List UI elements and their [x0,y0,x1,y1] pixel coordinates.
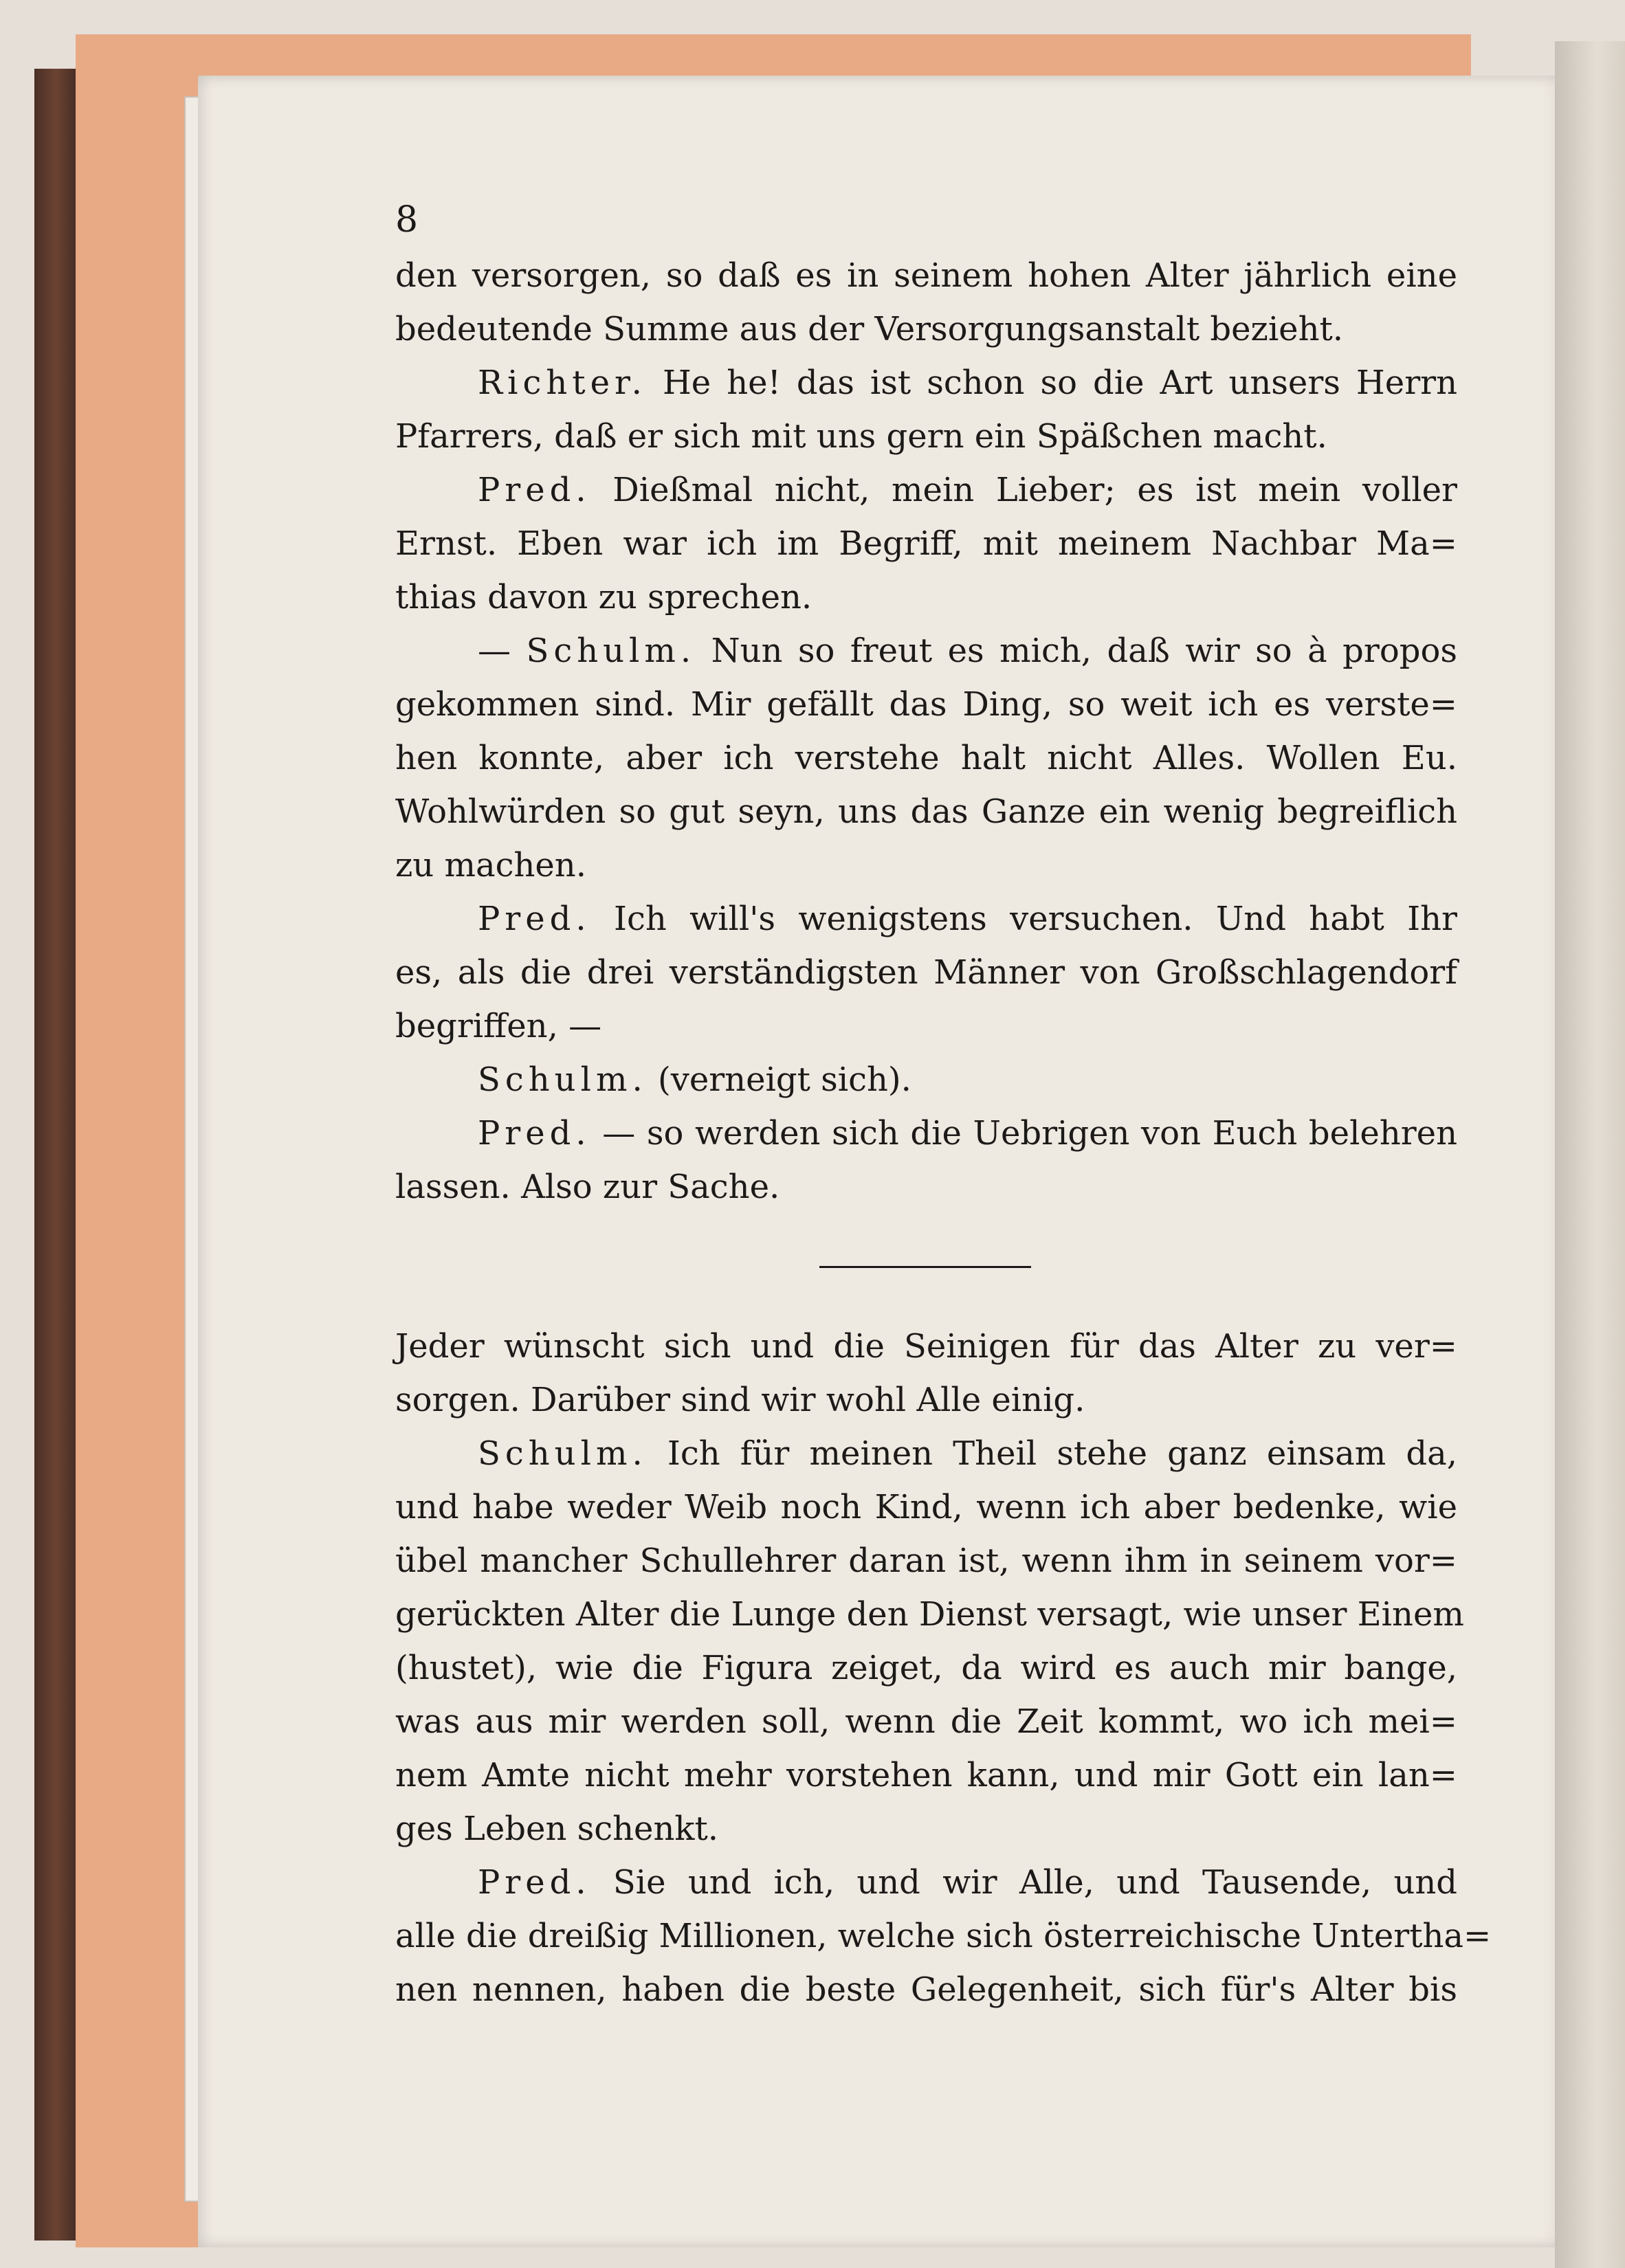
text-run: zu machen. [395,846,586,885]
text-line [395,999,1457,1053]
speaker-label: Pred. [478,471,591,509]
text-run: thias davon zu sprechen. [395,578,812,616]
text-run: nem Amte nicht mehr vorstehen kann, und mir Gott ein lan= [395,1756,1457,1794]
text-run: Jeder wünscht sich und die Seinigen für das Alter zu ver= [395,1327,1457,1366]
text-line [395,570,1457,624]
text-line [395,410,1457,463]
text-line [395,785,1457,838]
text-line [395,1480,1457,1534]
speaker-label: Pred. [478,900,591,938]
text-run: Ernst. Eben war ich im Begriff, mit meinem Nachbar Ma= [395,524,1457,563]
text-run: lassen. Also zur Sache. [395,1168,780,1206]
text-line [395,1320,1457,1373]
page-number: 8 [395,199,419,241]
text-run: gekommen sind. Mir gefällt das Ding, so weit ich es verste= [395,685,1457,724]
text-run: — so werden sich die Uebrigen von Euch belehren [590,1114,1457,1153]
text-run: und habe weder Weib noch Kind, wenn ich aber bedenke, wie [395,1488,1457,1526]
text-run: hen konnte, aber ich verstehe halt nicht Alles. Wollen Eu. [395,739,1457,777]
text-run: Ich für meinen Theil stehe ganz einsam da, [647,1434,1457,1473]
text-line [395,1963,1457,2016]
section-divider [819,1266,1031,1268]
speaker-label: Pred. [478,1114,591,1153]
text-run: Wohlwürden so gut seyn, uns das Ganze ein wenig begreiflich [395,792,1457,831]
text-line [395,1534,1457,1588]
text-line [395,1588,1464,1641]
text-run: Dießmal nicht, mein Lieber; es ist mein voller [590,471,1457,509]
text-line [395,302,1457,356]
text-line [395,463,1457,517]
text-line [395,517,1457,570]
speaker-label: Pred. [478,1863,591,1902]
text-line [395,838,1457,892]
text-run: (verneigt sich). [647,1060,911,1099]
text-line [395,1748,1457,1802]
text-line [395,624,1457,678]
text-line [395,1856,1457,1909]
text-run: nen nennen, haben die beste Gelegenheit, sich für's Alter bis [395,1970,1457,2009]
text-block-lower [395,1320,1492,2016]
speaker-label: Schulm. [478,1434,648,1473]
text-run: alle die dreißig Millionen, welche sich österreichische Untertha= [395,1917,1492,1955]
text-run: Ich will's wenigstens versuchen. Und habt Ihr [590,900,1457,938]
text-run: — [478,632,527,670]
text-run: Pfarrers, daß er sich mit uns gern ein Späßchen macht. [395,417,1327,456]
text-line [395,892,1457,946]
text-line [395,678,1457,731]
text-run: (hustet), wie die Figura zeiget, da wird es auch mir bange, [395,1649,1457,1687]
text-run: ges Leben schenkt. [395,1810,718,1848]
speaker-label: Schulm. [478,1060,648,1099]
text-line [395,1107,1457,1160]
text-run: bedeutende Summe aus der Versorgungsanstalt bezieht. [395,310,1344,348]
text-line [395,1802,1457,1856]
text-run: begriffen, — [395,1007,602,1045]
text-line [395,1909,1492,1963]
text-run: es, als die drei verständigsten Männer von Großschlagendorf [395,953,1457,992]
text-block-upper [395,249,1457,1214]
text-line [395,1427,1457,1480]
text-run: sorgen. Darüber sind wir wohl Alle einig. [395,1381,1085,1419]
text-line [395,249,1457,302]
text-line [395,1695,1457,1748]
text-run: was aus mir werden soll, wenn die Zeit kommt, wo ich mei= [395,1702,1457,1741]
text-line [395,731,1457,785]
speaker-label: Richter. [478,364,647,402]
facing-page-edge [1555,41,1625,2268]
text-line [395,1373,1457,1427]
text-line [395,1641,1457,1695]
text-run: den versorgen, so daß es in seinem hohen Alter jährlich eine [395,256,1457,295]
speaker-label: Schulm. [526,632,696,670]
text-run: He he! das ist schon so die Art unsers Herrn [646,364,1457,402]
text-line [395,1160,1457,1214]
text-run: Sie und ich, und wir Alle, und Tausende, und [590,1863,1457,1902]
text-line [395,946,1457,999]
text-line [395,356,1457,410]
text-line [395,1053,1457,1107]
text-run: gerückten Alter die Lunge den Dienst versagt, wie unser Einem [395,1595,1464,1634]
text-run: übel mancher Schullehrer daran ist, wenn ihm in seinem vor= [395,1542,1457,1580]
text-run: Nun so freut es mich, daß wir so à propos [696,632,1458,670]
